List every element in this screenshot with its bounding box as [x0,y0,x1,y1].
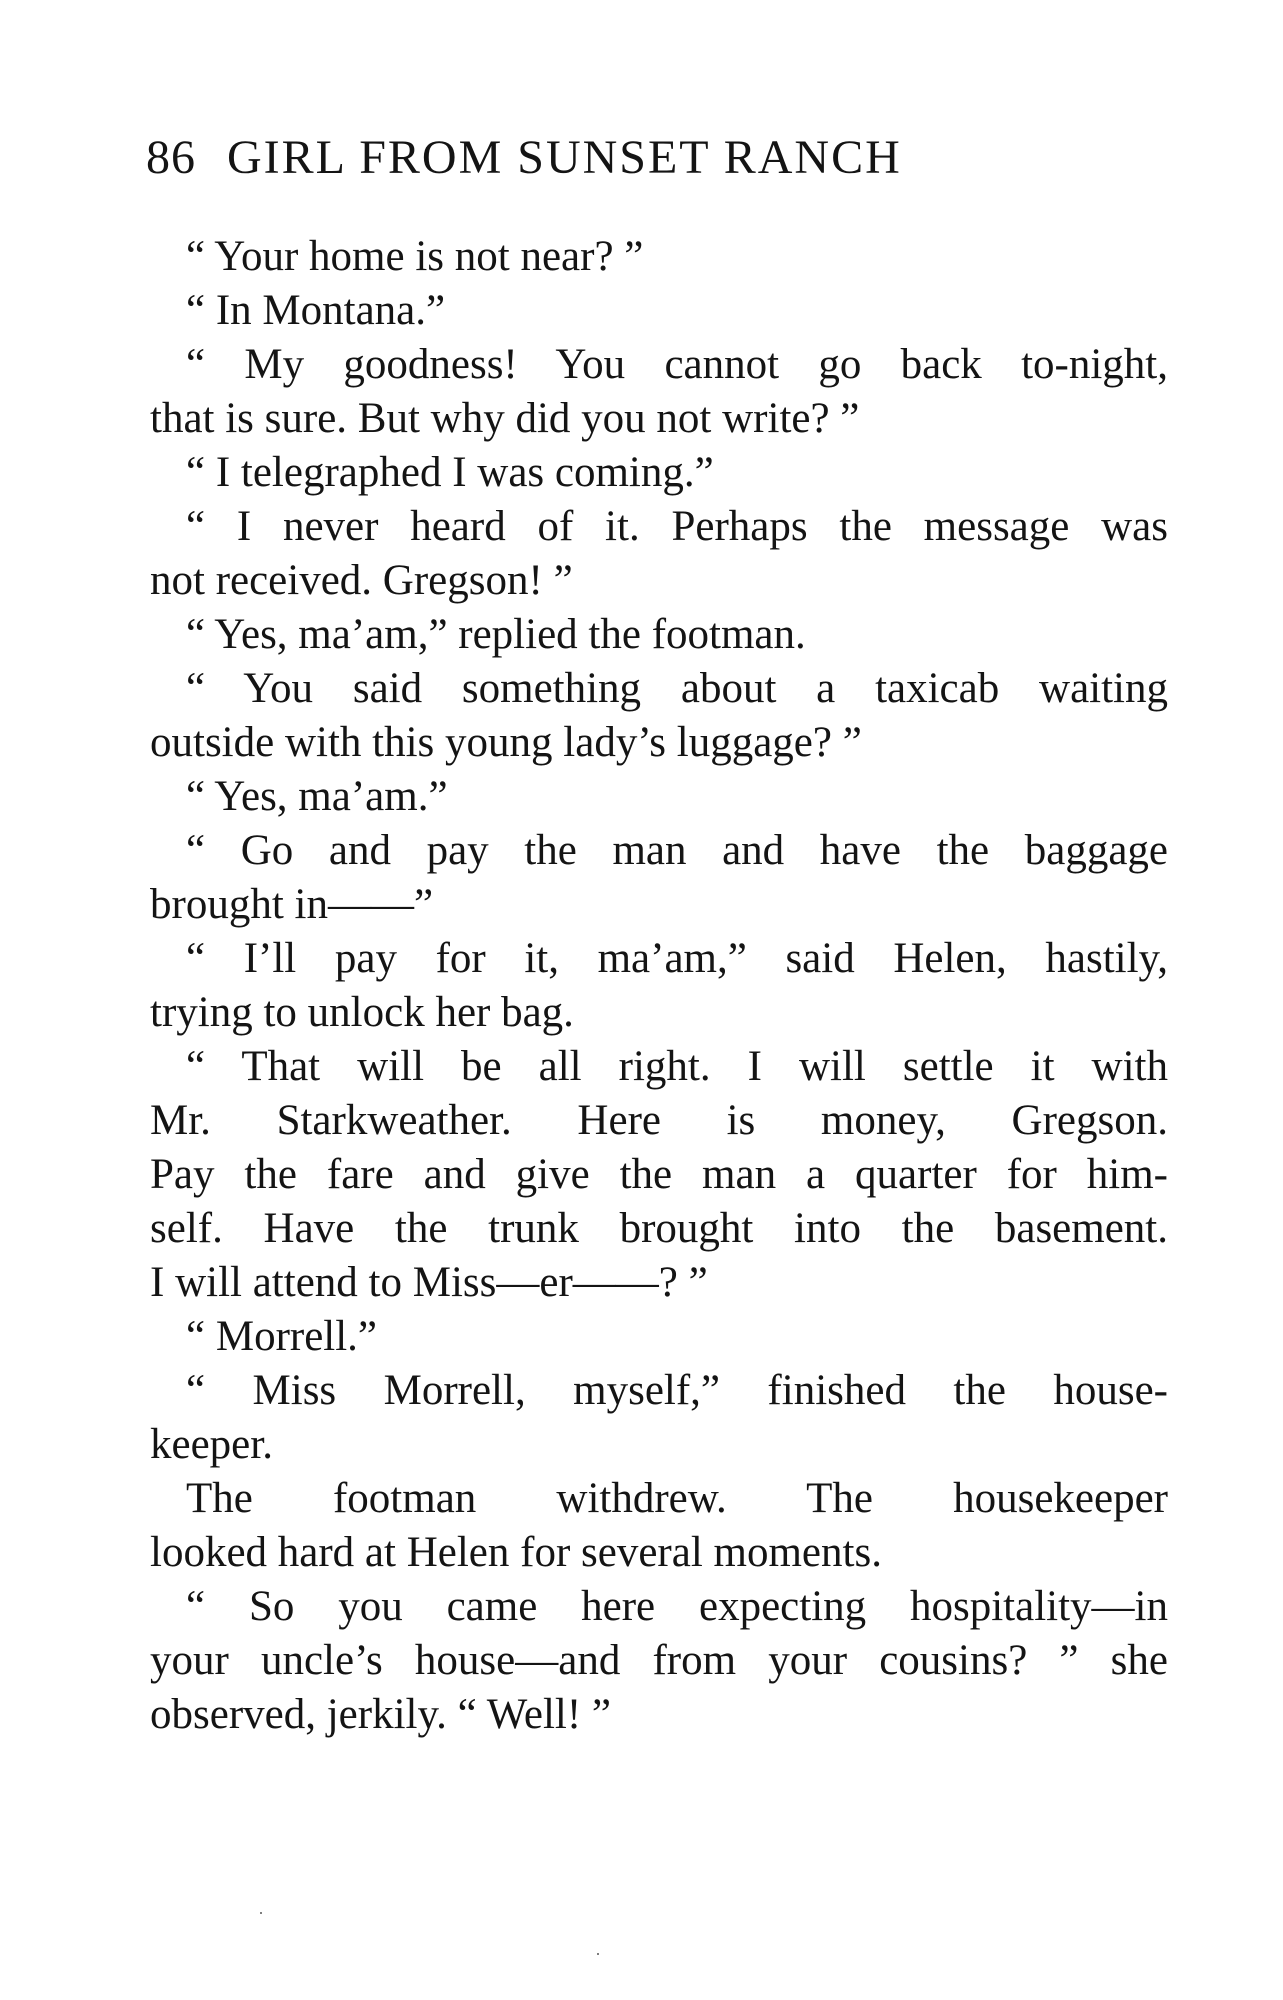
text-line: keeper. [150,1421,273,1468]
text-line: I will attend to Miss—er——? ” [150,1259,708,1306]
text-line: “ That will be all right. I will settle it with [186,1043,1168,1090]
print-speck [260,1912,262,1914]
text-line: brought in——” [150,881,434,928]
text-line: self. Have the trunk brought into the basement. [150,1205,1168,1252]
text-line: “ You said something about a taxicab waiting [186,665,1168,712]
running-head [146,128,1026,188]
text-line: “ Go and pay the man and have the baggage [186,827,1168,874]
text-line: looked hard at Helen for several moments. [150,1529,882,1576]
text-line: observed, jerkily. “ Well! ” [150,1691,612,1738]
text-line: “ In Montana.” [186,287,446,334]
text-line: “ I’ll pay for it, ma’am,” said Helen, hastily, [186,935,1168,982]
text-line: “ My goodness! You cannot go back to-night, [186,341,1168,388]
body-text [150,230,1168,1742]
text-line: “ Morrell.” [186,1313,378,1360]
text-line: “ Miss Morrell, myself,” finished the house- [186,1367,1168,1414]
text-line: Mr. Starkweather. Here is money, Gregson. [150,1097,1168,1144]
page-number: 86 [146,131,196,184]
text-line: “ Yes, ma’am.” [186,773,448,820]
text-line: your uncle’s house—and from your cousins? ” she [150,1637,1168,1684]
text-line: Pay the fare and give the man a quarter for him- [150,1151,1168,1198]
text-line: “ Your home is not near? ” [186,233,644,280]
print-speck [597,1953,599,1955]
text-line: trying to unlock her bag. [150,989,574,1036]
text-line: “ So you came here expecting hospitality—in [186,1583,1168,1630]
text-line: “ I telegraphed I was coming.” [186,449,714,496]
text-line: not received. Gregson! ” [150,557,573,604]
text-line: “ Yes, ma’am,” replied the footman. [186,611,806,658]
text-line: that is sure. But why did you not write? ” [150,395,860,442]
text-line: outside with this young lady’s luggage? ” [150,719,862,766]
book-title: GIRL FROM SUNSET RANCH [227,131,902,184]
text-line: The footman withdrew. The housekeeper [186,1475,1168,1522]
text-line: “ I never heard of it. Perhaps the message was [186,503,1168,550]
